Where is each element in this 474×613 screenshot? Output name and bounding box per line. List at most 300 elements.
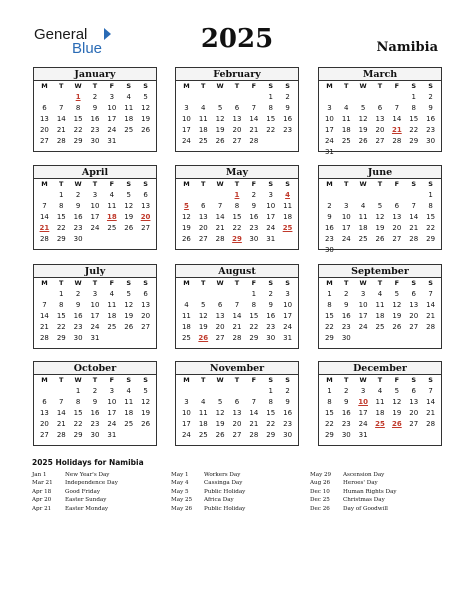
day: 7 <box>394 104 400 112</box>
holiday-date: Dec 25 <box>310 497 330 504</box>
weekday-label: M <box>41 376 48 384</box>
empty-day <box>388 92 405 103</box>
day: 22 <box>56 323 66 331</box>
day: 22 <box>73 420 83 428</box>
weekday-label: S <box>143 82 148 90</box>
weekday-label: S <box>268 82 274 90</box>
day: 18 <box>181 323 191 331</box>
day: 15 <box>73 115 83 123</box>
day: 1 <box>411 93 416 101</box>
day: 22 <box>266 420 276 428</box>
day: 21 <box>56 126 66 134</box>
day: 13 <box>232 409 242 417</box>
day: 18 <box>124 409 134 417</box>
empty-day <box>355 92 372 103</box>
day: 7 <box>411 202 416 210</box>
day: 9 <box>268 301 273 309</box>
holiday-day: 10 <box>358 398 368 406</box>
day: 26 <box>141 126 151 134</box>
day: 13 <box>392 213 402 221</box>
day: 6 <box>394 202 400 210</box>
weekday-label: M <box>326 376 333 384</box>
empty-day <box>229 289 246 300</box>
day: 19 <box>124 312 134 320</box>
holiday-name: Human Rights Day <box>343 488 397 495</box>
day: 14 <box>56 115 66 123</box>
day: 18 <box>198 126 208 134</box>
holiday-date: May 29 <box>310 472 332 478</box>
day: 7 <box>42 202 47 210</box>
month-june <box>318 165 442 254</box>
day: 31 <box>324 148 334 156</box>
day: 7 <box>59 104 64 112</box>
day: 15 <box>409 115 419 123</box>
day: 23 <box>73 224 83 232</box>
weekday-label: T <box>92 82 98 90</box>
month-december <box>318 361 442 446</box>
day: 29 <box>324 431 334 439</box>
day: 22 <box>73 126 83 134</box>
day: 11 <box>198 409 208 417</box>
weekday-label: T <box>59 82 64 90</box>
day: 10 <box>90 202 100 210</box>
day: 23 <box>90 126 100 134</box>
holiday-date: May 25 <box>171 497 193 504</box>
day: 17 <box>107 115 117 123</box>
empty-day <box>338 92 355 103</box>
weekday-label: S <box>126 279 132 287</box>
empty-day <box>212 92 229 103</box>
holiday-name: Heroes' Day <box>343 480 378 487</box>
day-grid <box>319 179 441 256</box>
day: 2 <box>92 93 98 101</box>
day: 7 <box>234 301 240 309</box>
day: 5 <box>126 191 131 199</box>
day: 28 <box>39 235 49 243</box>
day: 22 <box>249 323 259 331</box>
weekday-label: W <box>359 82 367 90</box>
day: 3 <box>109 93 115 101</box>
day: 7 <box>217 202 223 210</box>
day: 29 <box>324 334 334 342</box>
day: 22 <box>324 420 334 428</box>
day: 19 <box>215 126 225 134</box>
empty-day <box>405 190 422 201</box>
day: 14 <box>39 213 49 221</box>
day: 3 <box>285 290 290 298</box>
holiday-day: 26 <box>391 420 402 428</box>
empty-day <box>36 289 53 300</box>
day: 11 <box>358 213 368 221</box>
weekday-label: M <box>183 82 190 90</box>
day: 23 <box>283 420 293 428</box>
weekday-label: T <box>234 279 240 287</box>
day: 7 <box>251 398 257 406</box>
weekday-label: F <box>394 376 400 384</box>
day: 10 <box>181 409 191 417</box>
month-november <box>175 361 299 446</box>
holiday-name: New Year's Day <box>65 472 110 478</box>
weekday-label: F <box>109 180 115 188</box>
weekday-label: S <box>126 180 132 188</box>
country-name: Namibia <box>376 40 438 55</box>
day: 28 <box>215 235 225 243</box>
day: 11 <box>341 115 351 123</box>
day: 30 <box>341 431 351 439</box>
holiday-name: Workers Day <box>204 472 241 478</box>
weekday-label: S <box>268 180 274 188</box>
day: 17 <box>358 312 368 320</box>
day: 20 <box>375 126 385 134</box>
day: 5 <box>143 93 148 101</box>
month-title: December <box>319 362 441 375</box>
day: 20 <box>232 126 242 134</box>
day: 25 <box>358 235 368 243</box>
holiday-name: Easter Sunday <box>65 497 107 504</box>
day: 26 <box>181 235 191 243</box>
day: 4 <box>201 104 206 112</box>
day: 20 <box>409 312 419 320</box>
day: 7 <box>59 398 64 406</box>
weekday-label: W <box>216 82 224 90</box>
day: 11 <box>375 301 385 309</box>
day: 1 <box>59 290 64 298</box>
month-title: January <box>34 68 156 81</box>
day: 5 <box>217 104 223 112</box>
day: 18 <box>198 420 208 428</box>
holiday-date: Aug 26 <box>310 480 331 487</box>
holiday-row <box>310 488 397 496</box>
holiday-name: Cassinga Day <box>204 480 243 487</box>
holiday-date: Apr 20 <box>32 497 52 504</box>
day: 31 <box>358 431 368 439</box>
day: 22 <box>426 224 436 232</box>
day: 6 <box>201 202 206 210</box>
day: 30 <box>426 137 436 145</box>
holiday-date: Dec 26 <box>310 505 330 512</box>
weekday-label: T <box>201 82 206 90</box>
day: 15 <box>324 312 334 320</box>
day: 13 <box>39 115 49 123</box>
empty-day <box>229 386 246 397</box>
day: 16 <box>426 115 436 123</box>
day: 9 <box>428 104 433 112</box>
day: 23 <box>283 126 293 134</box>
empty-day <box>321 190 338 201</box>
day: 12 <box>215 409 225 417</box>
day: 3 <box>109 387 115 395</box>
weekday-label: F <box>109 279 115 287</box>
day: 12 <box>358 115 368 123</box>
day: 24 <box>107 126 117 134</box>
weekday-label: S <box>411 376 417 384</box>
holiday-row <box>32 505 118 513</box>
day: 29 <box>409 137 419 145</box>
day: 24 <box>107 420 117 428</box>
day: 28 <box>409 235 419 243</box>
day: 6 <box>411 290 416 298</box>
holiday-date: Dec 10 <box>310 488 330 495</box>
month-title: July <box>34 265 156 278</box>
day: 2 <box>268 290 273 298</box>
weekday-label: S <box>268 279 274 287</box>
month-september <box>318 264 442 349</box>
day: 27 <box>215 334 225 342</box>
weekday-label: W <box>74 180 82 188</box>
day: 29 <box>266 431 276 439</box>
day: 24 <box>266 224 276 232</box>
day: 27 <box>375 137 385 145</box>
month-title: September <box>319 265 441 278</box>
day-grid <box>176 179 298 245</box>
day: 8 <box>268 104 273 112</box>
weekday-label: S <box>428 82 433 90</box>
day: 4 <box>377 387 383 395</box>
weekday-label: S <box>411 279 417 287</box>
day: 5 <box>377 202 383 210</box>
day: 25 <box>181 334 191 342</box>
empty-day <box>36 190 53 201</box>
day: 3 <box>344 202 349 210</box>
holiday-name: Africa Day <box>204 497 234 504</box>
day: 24 <box>358 420 368 428</box>
day: 9 <box>285 104 290 112</box>
day: 29 <box>56 334 66 342</box>
day: 17 <box>90 312 100 320</box>
month-title: October <box>34 362 156 375</box>
day: 23 <box>341 420 351 428</box>
weekday-label: T <box>201 279 206 287</box>
day: 16 <box>249 213 259 221</box>
day: 4 <box>184 301 189 309</box>
day: 16 <box>266 312 276 320</box>
day: 10 <box>324 115 334 123</box>
holiday-day: 1 <box>75 93 81 101</box>
day: 2 <box>285 93 290 101</box>
day: 6 <box>411 387 416 395</box>
day: 16 <box>283 409 293 417</box>
day: 20 <box>392 224 402 232</box>
calendar-year: 2025 <box>200 24 274 54</box>
day: 5 <box>217 398 223 406</box>
weekday-label: F <box>251 180 257 188</box>
day: 9 <box>344 301 349 309</box>
day: 28 <box>249 137 259 145</box>
day: 20 <box>39 420 49 428</box>
day: 17 <box>181 126 191 134</box>
day: 25 <box>341 137 351 145</box>
holiday-row <box>171 496 245 504</box>
holiday-name: Good Friday <box>65 488 100 495</box>
day: 10 <box>283 301 293 309</box>
weekday-label: M <box>326 82 333 90</box>
empty-day <box>338 190 355 201</box>
holiday-name: Public Holiday <box>204 488 246 495</box>
empty-day <box>53 386 70 397</box>
empty-day <box>178 92 195 103</box>
day: 6 <box>42 104 47 112</box>
holiday-date: Apr 18 <box>32 488 52 495</box>
day-grid <box>34 179 156 245</box>
holiday-row <box>32 496 118 504</box>
holiday-name: Independence Day <box>65 480 118 487</box>
day: 24 <box>358 323 368 331</box>
holiday-row <box>32 488 118 496</box>
day: 5 <box>360 104 366 112</box>
day: 14 <box>39 312 49 320</box>
month-may <box>175 165 299 250</box>
day: 26 <box>215 431 225 439</box>
day: 18 <box>124 115 134 123</box>
day-grid <box>34 375 156 441</box>
empty-day <box>212 190 229 201</box>
month-title: November <box>176 362 298 375</box>
holiday-name: Easter Monday <box>65 505 109 512</box>
day: 8 <box>327 301 332 309</box>
day: 20 <box>198 224 208 232</box>
weekday-label: F <box>251 376 257 384</box>
day: 13 <box>409 301 419 309</box>
month-october <box>33 361 157 446</box>
day: 25 <box>375 323 385 331</box>
day: 14 <box>249 409 259 417</box>
holiday-day: 21 <box>39 224 50 232</box>
weekday-label: T <box>59 180 64 188</box>
day: 8 <box>75 398 81 406</box>
empty-day <box>355 190 372 201</box>
day: 8 <box>234 202 240 210</box>
holiday-date: May 4 <box>171 480 189 487</box>
day: 14 <box>426 301 436 309</box>
holiday-row <box>310 471 397 479</box>
empty-day <box>195 92 212 103</box>
day: 12 <box>141 104 151 112</box>
month-title: June <box>319 166 441 179</box>
weekday-label: W <box>359 279 367 287</box>
day: 10 <box>90 301 100 309</box>
day: 2 <box>75 191 81 199</box>
month-title: May <box>176 166 298 179</box>
day: 19 <box>392 409 402 417</box>
empty-day <box>321 92 338 103</box>
day: 7 <box>251 104 257 112</box>
month-february <box>175 67 299 152</box>
weekday-label: S <box>428 279 433 287</box>
day: 24 <box>181 431 191 439</box>
day: 14 <box>249 115 259 123</box>
day: 24 <box>181 137 191 145</box>
day: 13 <box>198 213 208 221</box>
weekday-label: T <box>344 82 349 90</box>
day: 17 <box>358 409 368 417</box>
day: 30 <box>73 334 83 342</box>
day: 29 <box>73 431 83 439</box>
weekday-label: T <box>234 180 240 188</box>
day: 8 <box>411 104 416 112</box>
day: 18 <box>107 312 117 320</box>
holiday-day: 18 <box>106 213 117 221</box>
holiday-row <box>310 479 397 487</box>
day: 11 <box>124 104 134 112</box>
day: 28 <box>56 137 66 145</box>
day: 17 <box>324 126 334 134</box>
weekday-label: T <box>92 180 98 188</box>
weekday-label: W <box>74 82 82 90</box>
holiday-column <box>310 471 397 513</box>
holiday-name: Day of Goodwill <box>343 505 388 512</box>
holiday-date: May 26 <box>171 505 193 512</box>
weekday-label: W <box>216 279 224 287</box>
day: 9 <box>92 398 98 406</box>
day: 20 <box>409 409 419 417</box>
holiday-day: 1 <box>234 191 240 199</box>
day: 26 <box>124 323 134 331</box>
empty-day <box>178 190 195 201</box>
day: 11 <box>181 312 191 320</box>
day: 13 <box>232 115 242 123</box>
weekday-label: F <box>251 82 257 90</box>
month-august <box>175 264 299 349</box>
day: 23 <box>249 224 259 232</box>
day: 16 <box>283 115 293 123</box>
day: 19 <box>124 213 134 221</box>
day: 5 <box>143 387 148 395</box>
weekday-label: S <box>126 376 132 384</box>
day: 14 <box>426 398 436 406</box>
day: 25 <box>107 224 117 232</box>
weekday-label: W <box>216 180 224 188</box>
day: 13 <box>141 301 151 309</box>
weekday-label: T <box>92 279 98 287</box>
day: 1 <box>268 387 273 395</box>
day: 31 <box>283 334 293 342</box>
day: 10 <box>358 301 368 309</box>
weekday-label: S <box>285 82 290 90</box>
day: 23 <box>90 420 100 428</box>
day: 4 <box>109 290 115 298</box>
holiday-name: Christmas Day <box>343 497 385 504</box>
day: 28 <box>232 334 242 342</box>
weekday-label: W <box>74 376 82 384</box>
day: 17 <box>107 409 117 417</box>
weekday-label: T <box>344 376 349 384</box>
weekday-label: F <box>109 82 115 90</box>
day: 15 <box>266 409 276 417</box>
weekday-label: S <box>126 82 132 90</box>
holiday-day: 25 <box>375 420 385 428</box>
holiday-date: Apr 21 <box>32 505 52 512</box>
holiday-day: 4 <box>285 191 290 199</box>
day: 4 <box>201 398 206 406</box>
day: 13 <box>39 409 49 417</box>
day: 1 <box>327 387 332 395</box>
day: 9 <box>75 301 81 309</box>
day: 1 <box>59 191 64 199</box>
empty-day <box>178 289 195 300</box>
day: 7 <box>42 301 47 309</box>
day: 11 <box>124 398 134 406</box>
day: 10 <box>266 202 276 210</box>
day: 12 <box>392 301 402 309</box>
holiday-column <box>171 471 245 513</box>
holiday-column <box>32 471 118 513</box>
day: 27 <box>392 235 402 243</box>
weekday-label: M <box>183 279 190 287</box>
day: 2 <box>285 387 290 395</box>
empty-day <box>212 289 229 300</box>
day: 24 <box>90 323 100 331</box>
day: 21 <box>426 312 436 320</box>
